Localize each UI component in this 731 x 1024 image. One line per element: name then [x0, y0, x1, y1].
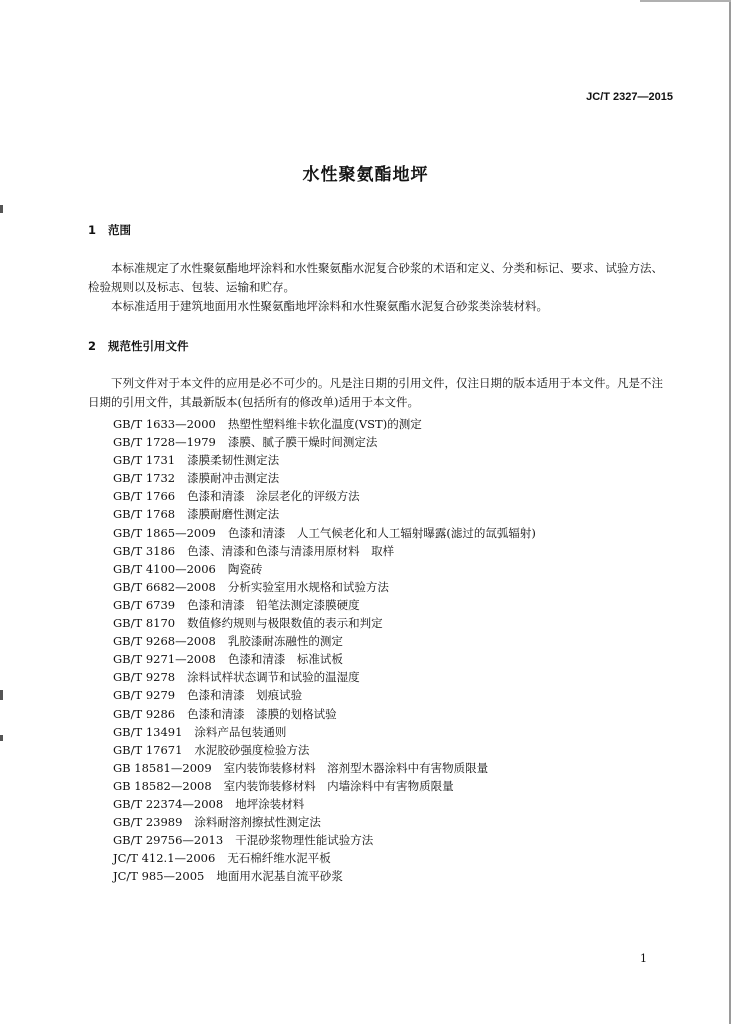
- reference-item: [113, 777, 536, 795]
- reference-item: [113, 795, 536, 813]
- reference-item: [113, 632, 536, 650]
- reference-item: [113, 668, 536, 686]
- reference-title: 漆膜耐磨性测定法: [187, 507, 280, 522]
- section-number: 1: [88, 223, 97, 237]
- reference-item: [113, 705, 536, 723]
- reference-code: GB/T 1732: [113, 471, 176, 486]
- reference-item: [113, 560, 536, 578]
- reference-title: 涂料试样状态调节和试验的温湿度: [187, 670, 360, 685]
- page-edge-top: [640, 0, 731, 2]
- reference-code: GB/T 9279: [113, 688, 176, 703]
- reference-item: [113, 686, 536, 704]
- reference-title: 色漆和清漆 人工气候老化和人工辐射曝露(滤过的氙弧辐射): [227, 525, 536, 540]
- document-title: 水性聚氨酯地坪: [302, 165, 429, 185]
- reference-title: 色漆、清漆和色漆与清漆用原材料 取样: [187, 543, 395, 558]
- reference-item: [113, 759, 536, 777]
- reference-code: GB/T 6682—2008: [113, 579, 216, 594]
- section-number: 2: [88, 339, 97, 353]
- reference-item: [113, 415, 536, 433]
- reference-title: 色漆和清漆 涂层老化的评级方法: [187, 489, 360, 504]
- reference-item: [113, 741, 536, 759]
- reference-item: [113, 451, 536, 469]
- reference-code: GB 18581—2009: [113, 760, 212, 775]
- reference-title: 漆膜耐冲击测定法: [187, 471, 280, 486]
- reference-item: [113, 433, 536, 451]
- reference-item: [113, 596, 536, 614]
- reference-code: GB/T 29756—2013: [113, 833, 224, 848]
- reference-title: 无石棉纤维水泥平板: [227, 851, 331, 866]
- scan-mark: [0, 735, 3, 741]
- reference-item: [113, 723, 536, 741]
- section-1-body: [88, 259, 663, 316]
- reference-code: GB/T 1766: [113, 489, 176, 504]
- reference-item: [113, 505, 536, 523]
- reference-code: GB/T 1633—2000: [113, 417, 216, 431]
- reference-code: GB/T 23989: [113, 815, 183, 830]
- reference-code: GB 18582—2008: [113, 778, 212, 793]
- reference-code: GB/T 1768: [113, 507, 176, 522]
- reference-title: 干混砂浆物理性能试验方法: [235, 833, 374, 848]
- reference-title: 涂料产品包装通则: [194, 724, 287, 739]
- reference-code: JC/T 985—2005: [113, 869, 205, 884]
- reference-item: [113, 524, 536, 542]
- standard-number: JC/T 2327—2015: [586, 91, 673, 103]
- section-2-body: [88, 374, 663, 412]
- paragraph: 下列文件对于本文件的应用是必不可少的。凡是注日期的引用文件，仅注日期的版本适用于本文件。凡是不注日期的引用文件，其最新版本(包括所有的修改单)适用于本文件。: [88, 376, 663, 409]
- scan-mark: [0, 690, 3, 700]
- reference-item: [113, 542, 536, 560]
- reference-title: 热塑性塑料维卡软化温度(VST)的测定: [227, 417, 422, 431]
- reference-item: [113, 578, 536, 596]
- reference-title: 色漆和清漆 划痕试验: [187, 688, 303, 703]
- reference-title: 漆膜柔韧性测定法: [187, 453, 280, 468]
- reference-title: 色漆和清漆 铅笔法测定漆膜硬度: [187, 597, 360, 612]
- reference-code: GB/T 9268—2008: [113, 634, 216, 649]
- paragraph: 本标准规定了水性聚氨酯地坪涂料和水性聚氨酯水泥复合砂浆的术语和定义、分类和标记、要求、试验方法、检验规则以及标志、包装、运输和贮存。: [88, 261, 663, 294]
- reference-title: 涂料耐溶剂擦拭性测定法: [194, 815, 321, 830]
- reference-item: [113, 813, 536, 831]
- scan-mark: [0, 205, 3, 213]
- reference-title: 地面用水泥基自流平砂浆: [216, 869, 343, 884]
- section-2-heading: [88, 338, 189, 354]
- section-title: 规范性引用文件: [108, 339, 189, 353]
- reference-item: [113, 650, 536, 668]
- reference-item: [113, 849, 536, 867]
- reference-code: JC/T 412.1—2006: [113, 851, 216, 866]
- reference-item: [113, 469, 536, 487]
- section-1-heading: [88, 222, 131, 238]
- reference-title: 室内装饰装修材料 溶剂型木器涂料中有害物质限量: [223, 760, 489, 775]
- reference-code: GB/T 1731: [113, 453, 176, 468]
- reference-title: 色漆和清漆 漆膜的划格试验: [187, 706, 337, 721]
- reference-title: 陶瓷砖: [227, 561, 263, 576]
- reference-title: 乳胶漆耐冻融性的测定: [227, 634, 343, 649]
- reference-title: 室内装饰装修材料 内墙涂料中有害物质限量: [223, 778, 454, 793]
- reference-code: GB/T 9271—2008: [113, 652, 216, 667]
- reference-item: [113, 614, 536, 632]
- reference-code: GB/T 1728—1979: [113, 435, 216, 450]
- reference-code: GB/T 13491: [113, 724, 183, 739]
- reference-list: [113, 415, 536, 885]
- reference-title: 数值修约规则与极限数值的表示和判定: [187, 616, 383, 631]
- reference-code: GB/T 6739: [113, 597, 176, 612]
- reference-title: 分析实验室用水规格和试验方法: [227, 579, 389, 594]
- reference-code: GB/T 17671: [113, 742, 183, 757]
- reference-title: 漆膜、腻子膜干燥时间测定法: [227, 435, 378, 450]
- paragraph: 本标准适用于建筑地面用水性聚氨酯地坪涂料和水性聚氨酯水泥复合砂浆类涂装材料。: [111, 299, 548, 313]
- reference-item: [113, 867, 536, 885]
- reference-code: GB/T 22374—2008: [113, 796, 224, 811]
- reference-title: 水泥胶砂强度检验方法: [194, 742, 310, 757]
- reference-item: [113, 831, 536, 849]
- reference-code: GB/T 9278: [113, 670, 176, 685]
- reference-title: 地坪涂装材料: [235, 796, 305, 811]
- section-title: 范围: [108, 223, 131, 237]
- reference-code: GB/T 3186: [113, 543, 176, 558]
- reference-code: GB/T 1865—2009: [113, 525, 216, 540]
- reference-code: GB/T 8170: [113, 616, 176, 631]
- reference-code: GB/T 4100—2006: [113, 561, 216, 576]
- reference-code: GB/T 9286: [113, 706, 176, 721]
- reference-title: 色漆和清漆 标准试板: [227, 652, 343, 667]
- reference-item: [113, 487, 536, 505]
- page-number: 1: [640, 952, 647, 965]
